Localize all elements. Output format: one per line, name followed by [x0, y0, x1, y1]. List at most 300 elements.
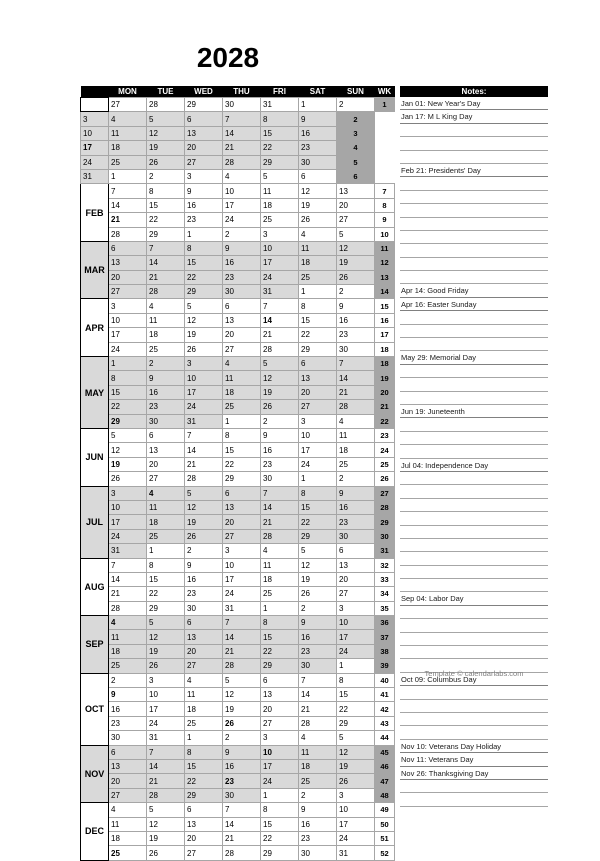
day-cell[interactable]: 17	[261, 256, 299, 270]
note-line[interactable]: Jul 04: Independence Day	[400, 459, 548, 472]
day-cell[interactable]: 17	[185, 385, 223, 399]
day-cell[interactable]: 14	[147, 256, 185, 270]
day-cell[interactable]: 16	[109, 702, 147, 716]
day-cell[interactable]: 19	[299, 572, 337, 586]
day-cell[interactable]: 7	[109, 184, 147, 198]
day-cell[interactable]: 27	[223, 529, 261, 543]
note-line[interactable]	[400, 244, 548, 257]
day-cell[interactable]: 29	[261, 659, 299, 673]
day-cell[interactable]: 20	[223, 515, 261, 529]
day-cell[interactable]: 7	[299, 673, 337, 687]
note-line[interactable]	[400, 338, 548, 351]
note-line[interactable]: Nov 10: Veterans Day Holiday	[400, 740, 548, 753]
day-cell[interactable]: 15	[261, 630, 299, 644]
day-cell[interactable]: 3	[223, 544, 261, 558]
day-cell[interactable]: 22	[147, 587, 185, 601]
day-cell[interactable]: 23	[223, 774, 261, 788]
day-cell[interactable]: 5	[337, 731, 375, 745]
day-cell[interactable]: 25	[147, 529, 185, 543]
day-cell[interactable]: 25	[185, 716, 223, 730]
note-line[interactable]: Nov 11: Veterans Day	[400, 753, 548, 766]
note-line[interactable]	[400, 726, 548, 739]
day-cell[interactable]: 16	[223, 256, 261, 270]
day-cell[interactable]: 28	[109, 227, 147, 241]
day-cell[interactable]: 26	[185, 342, 223, 356]
day-cell[interactable]: 15	[261, 817, 299, 831]
day-cell[interactable]: 21	[147, 774, 185, 788]
day-cell[interactable]: 26	[185, 529, 223, 543]
day-cell[interactable]: 11	[147, 313, 185, 327]
day-cell[interactable]: 12	[337, 745, 375, 759]
day-cell[interactable]: 15	[185, 759, 223, 773]
day-cell[interactable]: 30	[223, 98, 261, 112]
day-cell[interactable]: 9	[109, 688, 147, 702]
day-cell[interactable]: 20	[147, 457, 185, 471]
day-cell[interactable]: 27	[185, 846, 223, 860]
day-cell[interactable]: 5	[147, 803, 185, 817]
day-cell[interactable]: 20	[337, 572, 375, 586]
day-cell[interactable]: 21	[261, 515, 299, 529]
day-cell[interactable]: 7	[337, 357, 375, 371]
day-cell[interactable]: 11	[337, 428, 375, 442]
day-cell[interactable]: 3	[337, 788, 375, 802]
day-cell[interactable]: 14	[109, 198, 147, 212]
note-line[interactable]	[400, 619, 548, 632]
day-cell[interactable]: 28	[109, 601, 147, 615]
day-cell[interactable]: 17	[109, 515, 147, 529]
day-cell[interactable]: 6	[185, 112, 223, 126]
day-cell[interactable]: 20	[185, 831, 223, 845]
day-cell[interactable]: 7	[261, 486, 299, 500]
day-cell[interactable]: 7	[185, 428, 223, 442]
day-cell[interactable]: 19	[223, 702, 261, 716]
day-cell[interactable]: 10	[147, 688, 185, 702]
day-cell[interactable]: 14	[223, 630, 261, 644]
day-cell[interactable]: 5	[185, 486, 223, 500]
note-line[interactable]	[400, 151, 548, 164]
day-cell[interactable]: 22	[337, 702, 375, 716]
day-cell[interactable]: 3	[81, 112, 109, 126]
day-cell[interactable]: 18	[109, 831, 147, 845]
day-cell[interactable]: 11	[109, 126, 147, 140]
day-cell[interactable]: 19	[147, 644, 185, 658]
day-cell[interactable]: 20	[185, 141, 223, 155]
note-line[interactable]	[400, 499, 548, 512]
day-cell[interactable]: 8	[185, 241, 223, 255]
note-line[interactable]	[400, 539, 548, 552]
note-line[interactable]	[400, 512, 548, 525]
day-cell[interactable]: 24	[185, 400, 223, 414]
day-cell[interactable]: 12	[147, 126, 185, 140]
day-cell[interactable]: 8	[147, 184, 185, 198]
day-cell[interactable]: 4	[109, 803, 147, 817]
day-cell[interactable]: 17	[261, 759, 299, 773]
day-cell[interactable]: 13	[337, 184, 375, 198]
day-cell[interactable]: 19	[337, 759, 375, 773]
day-cell[interactable]: 13	[109, 256, 147, 270]
note-line[interactable]	[400, 713, 548, 726]
day-cell[interactable]: 27	[109, 98, 147, 112]
note-line[interactable]	[400, 204, 548, 217]
note-line[interactable]	[400, 780, 548, 793]
day-cell[interactable]: 20	[109, 270, 147, 284]
day-cell[interactable]: 28	[223, 155, 261, 169]
day-cell[interactable]: 12	[337, 241, 375, 255]
day-cell[interactable]: 9	[185, 558, 223, 572]
day-cell[interactable]: 26	[299, 587, 337, 601]
day-cell[interactable]: 25	[223, 400, 261, 414]
day-cell[interactable]: 18	[261, 572, 299, 586]
day-cell[interactable]: 30	[299, 846, 337, 860]
day-cell[interactable]: 10	[223, 184, 261, 198]
day-cell[interactable]: 13	[223, 500, 261, 514]
day-cell[interactable]: 17	[337, 630, 375, 644]
day-cell[interactable]: 14	[109, 572, 147, 586]
day-cell[interactable]: 8	[299, 486, 337, 500]
day-cell[interactable]: 23	[185, 587, 223, 601]
day-cell[interactable]: 29	[261, 846, 299, 860]
day-cell[interactable]: 14	[337, 371, 375, 385]
day-cell[interactable]: 21	[223, 644, 261, 658]
day-cell[interactable]: 6	[147, 428, 185, 442]
day-cell[interactable]: 3	[109, 299, 147, 313]
day-cell[interactable]: 25	[147, 342, 185, 356]
day-cell[interactable]: 6	[299, 169, 337, 183]
day-cell[interactable]: 27	[147, 472, 185, 486]
day-cell[interactable]: 16	[261, 443, 299, 457]
day-cell[interactable]: 23	[261, 457, 299, 471]
day-cell[interactable]: 28	[147, 788, 185, 802]
day-cell[interactable]: 30	[261, 472, 299, 486]
note-line[interactable]	[400, 445, 548, 458]
note-line[interactable]: Apr 14: Good Friday	[400, 284, 548, 297]
day-cell[interactable]: 16	[337, 313, 375, 327]
day-cell[interactable]: 17	[337, 817, 375, 831]
day-cell[interactable]: 25	[299, 774, 337, 788]
day-cell[interactable]: 26	[261, 400, 299, 414]
note-line[interactable]: Feb 21: Presidents' Day	[400, 164, 548, 177]
day-cell[interactable]: 24	[261, 270, 299, 284]
day-cell[interactable]: 9	[261, 428, 299, 442]
day-cell[interactable]: 6	[185, 616, 223, 630]
day-cell[interactable]: 2	[147, 357, 185, 371]
day-cell[interactable]: 23	[185, 213, 223, 227]
day-cell[interactable]: 31	[261, 98, 299, 112]
day-cell[interactable]: 23	[299, 644, 337, 658]
day-cell[interactable]: 14	[147, 759, 185, 773]
day-cell[interactable]: 18	[109, 141, 147, 155]
day-cell[interactable]: 28	[337, 400, 375, 414]
day-cell[interactable]: 6	[261, 673, 299, 687]
day-cell[interactable]: 29	[337, 716, 375, 730]
day-cell[interactable]: 12	[147, 817, 185, 831]
day-cell[interactable]: 23	[337, 328, 375, 342]
note-line[interactable]	[400, 177, 548, 190]
day-cell[interactable]: 15	[261, 126, 299, 140]
day-cell[interactable]: 12	[185, 500, 223, 514]
day-cell[interactable]: 21	[147, 270, 185, 284]
day-cell[interactable]: 6	[109, 241, 147, 255]
note-line[interactable]	[400, 271, 548, 284]
day-cell[interactable]: 9	[299, 803, 337, 817]
day-cell[interactable]: 31	[81, 169, 109, 183]
day-cell[interactable]: 28	[261, 529, 299, 543]
day-cell[interactable]: 10	[109, 313, 147, 327]
day-cell[interactable]: 7	[147, 745, 185, 759]
day-cell[interactable]: 16	[299, 817, 337, 831]
note-line[interactable]	[400, 325, 548, 338]
day-cell[interactable]: 15	[147, 572, 185, 586]
note-line[interactable]	[400, 633, 548, 646]
day-cell[interactable]: 30	[337, 529, 375, 543]
day-cell[interactable]: 21	[185, 457, 223, 471]
day-cell[interactable]: 4	[185, 673, 223, 687]
day-cell[interactable]: 13	[147, 443, 185, 457]
day-cell[interactable]: 9	[299, 112, 337, 126]
day-cell[interactable]: 11	[185, 688, 223, 702]
note-line[interactable]: Sep 04: Labor Day	[400, 592, 548, 605]
note-line[interactable]: Oct 09: Columbus Day	[400, 673, 548, 686]
day-cell[interactable]: 18	[147, 515, 185, 529]
day-cell[interactable]: 13	[185, 126, 223, 140]
day-cell[interactable]: 23	[299, 831, 337, 845]
day-cell[interactable]: 10	[299, 428, 337, 442]
day-cell[interactable]: 23	[109, 716, 147, 730]
day-cell[interactable]: 29	[299, 342, 337, 356]
day-cell[interactable]: 11	[299, 241, 337, 255]
day-cell[interactable]: 8	[261, 616, 299, 630]
day-cell[interactable]: 24	[109, 529, 147, 543]
day-cell[interactable]: 15	[185, 256, 223, 270]
day-cell[interactable]: 2	[223, 731, 261, 745]
day-cell[interactable]: 19	[185, 515, 223, 529]
day-cell[interactable]: 1	[109, 357, 147, 371]
day-cell[interactable]: 24	[261, 774, 299, 788]
day-cell[interactable]: 7	[223, 112, 261, 126]
day-cell[interactable]: 18	[147, 328, 185, 342]
day-cell[interactable]: 28	[299, 716, 337, 730]
day-cell[interactable]: 2	[261, 414, 299, 428]
day-cell[interactable]: 6	[223, 486, 261, 500]
day-cell[interactable]: 27	[223, 342, 261, 356]
day-cell[interactable]: 1	[185, 227, 223, 241]
day-cell[interactable]: 16	[185, 198, 223, 212]
day-cell[interactable]: 24	[109, 342, 147, 356]
day-cell[interactable]: 1	[299, 98, 337, 112]
day-cell[interactable]: 29	[185, 285, 223, 299]
day-cell[interactable]: 6	[337, 544, 375, 558]
day-cell[interactable]: 2	[299, 601, 337, 615]
day-cell[interactable]: 3	[337, 601, 375, 615]
day-cell[interactable]: 8	[185, 745, 223, 759]
day-cell[interactable]: 31	[337, 846, 375, 860]
day-cell[interactable]: 12	[223, 688, 261, 702]
day-cell[interactable]: 26	[337, 774, 375, 788]
day-cell[interactable]: 11	[299, 745, 337, 759]
day-cell[interactable]: 22	[261, 644, 299, 658]
day-cell[interactable]: 27	[185, 155, 223, 169]
day-cell[interactable]: 28	[147, 285, 185, 299]
note-line[interactable]	[400, 218, 548, 231]
day-cell[interactable]: 1	[261, 788, 299, 802]
day-cell[interactable]: 26	[299, 213, 337, 227]
day-cell[interactable]: 16	[147, 385, 185, 399]
day-cell[interactable]: 24	[337, 831, 375, 845]
note-line[interactable]	[400, 472, 548, 485]
day-cell[interactable]: 1	[299, 472, 337, 486]
day-cell[interactable]: 1	[261, 601, 299, 615]
day-cell[interactable]: 31	[109, 544, 147, 558]
day-cell[interactable]: 9	[337, 299, 375, 313]
day-cell[interactable]: 30	[185, 601, 223, 615]
day-cell[interactable]: 22	[223, 457, 261, 471]
day-cell[interactable]: 20	[299, 385, 337, 399]
day-cell[interactable]: 21	[261, 328, 299, 342]
day-cell[interactable]: 18	[223, 385, 261, 399]
day-cell[interactable]: 7	[109, 558, 147, 572]
day-cell[interactable]: 25	[337, 457, 375, 471]
day-cell[interactable]: 10	[109, 500, 147, 514]
day-cell[interactable]: 3	[185, 169, 223, 183]
note-line[interactable]	[400, 552, 548, 565]
day-cell[interactable]: 1	[223, 414, 261, 428]
day-cell[interactable]: 29	[147, 601, 185, 615]
day-cell[interactable]: 15	[337, 688, 375, 702]
day-cell[interactable]: 25	[299, 270, 337, 284]
day-cell[interactable]: 15	[299, 500, 337, 514]
day-cell[interactable]: 18	[337, 443, 375, 457]
day-cell[interactable]: 21	[223, 141, 261, 155]
note-line[interactable]	[400, 686, 548, 699]
day-cell[interactable]: 31	[261, 285, 299, 299]
day-cell[interactable]: 8	[261, 803, 299, 817]
day-cell[interactable]: 13	[337, 558, 375, 572]
day-cell[interactable]: 11	[109, 817, 147, 831]
day-cell[interactable]: 5	[337, 227, 375, 241]
day-cell[interactable]: 23	[147, 400, 185, 414]
day-cell[interactable]: 29	[185, 788, 223, 802]
day-cell[interactable]: 5	[109, 428, 147, 442]
day-cell[interactable]: 3	[299, 414, 337, 428]
day-cell[interactable]: 2	[147, 169, 185, 183]
day-cell[interactable]: 3	[185, 357, 223, 371]
day-cell[interactable]: 18	[109, 644, 147, 658]
day-cell[interactable]: 4	[147, 299, 185, 313]
day-cell[interactable]: 27	[109, 285, 147, 299]
day-cell[interactable]: 31	[185, 414, 223, 428]
day-cell[interactable]: 3	[261, 227, 299, 241]
day-cell[interactable]: 24	[337, 644, 375, 658]
day-cell[interactable]: 17	[223, 198, 261, 212]
note-line[interactable]: Jun 19: Juneteenth	[400, 405, 548, 418]
day-cell[interactable]: 1	[337, 659, 375, 673]
note-line[interactable]: Apr 16: Easter Sunday	[400, 298, 548, 311]
day-cell[interactable]: 29	[261, 155, 299, 169]
day-cell[interactable]: 19	[337, 256, 375, 270]
day-cell[interactable]: 27	[337, 213, 375, 227]
day-cell[interactable]: 3	[147, 673, 185, 687]
day-cell[interactable]: 10	[261, 241, 299, 255]
day-cell[interactable]: 20	[223, 328, 261, 342]
day-cell[interactable]: 14	[299, 688, 337, 702]
day-cell[interactable]: 20	[337, 198, 375, 212]
day-cell[interactable]: 29	[185, 98, 223, 112]
day-cell[interactable]: 27	[299, 400, 337, 414]
day-cell[interactable]: 19	[299, 198, 337, 212]
day-cell[interactable]: 22	[299, 328, 337, 342]
note-line[interactable]: Jan 01: New Year's Day	[400, 97, 548, 110]
day-cell[interactable]: 19	[109, 457, 147, 471]
day-cell[interactable]: 8	[261, 112, 299, 126]
day-cell[interactable]: 16	[223, 759, 261, 773]
day-cell[interactable]: 30	[109, 731, 147, 745]
day-cell[interactable]: 7	[223, 616, 261, 630]
day-cell[interactable]: 6	[223, 299, 261, 313]
day-cell[interactable]: 18	[299, 759, 337, 773]
day-cell[interactable]: 9	[185, 184, 223, 198]
day-cell[interactable]: 2	[337, 98, 375, 112]
day-cell[interactable]: 12	[109, 443, 147, 457]
day-cell[interactable]: 23	[223, 270, 261, 284]
day-cell[interactable]: 18	[261, 198, 299, 212]
day-cell[interactable]: 3	[109, 486, 147, 500]
note-line[interactable]	[400, 579, 548, 592]
day-cell[interactable]: 2	[337, 285, 375, 299]
note-line[interactable]	[400, 432, 548, 445]
day-cell[interactable]: 22	[185, 270, 223, 284]
day-cell[interactable]: 23	[337, 515, 375, 529]
day-cell[interactable]: 4	[109, 112, 147, 126]
day-cell[interactable]: 8	[223, 428, 261, 442]
day-cell[interactable]: 22	[185, 774, 223, 788]
day-cell[interactable]: 29	[147, 227, 185, 241]
day-cell[interactable]: 24	[223, 213, 261, 227]
day-cell[interactable]: 16	[185, 572, 223, 586]
day-cell[interactable]: 28	[223, 846, 261, 860]
day-cell[interactable]: 9	[147, 371, 185, 385]
day-cell[interactable]: 15	[223, 443, 261, 457]
day-cell[interactable]: 17	[223, 572, 261, 586]
day-cell[interactable]: 15	[147, 198, 185, 212]
day-cell[interactable]: 4	[299, 227, 337, 241]
day-cell[interactable]: 20	[185, 644, 223, 658]
note-line[interactable]	[400, 365, 548, 378]
day-cell[interactable]: 26	[223, 716, 261, 730]
note-line[interactable]	[400, 526, 548, 539]
day-cell[interactable]: 1	[147, 544, 185, 558]
day-cell[interactable]: 2	[185, 544, 223, 558]
day-cell[interactable]: 5	[147, 112, 185, 126]
note-line[interactable]: May 29: Memorial Day	[400, 351, 548, 364]
day-cell[interactable]: 19	[147, 831, 185, 845]
day-cell[interactable]: 11	[261, 184, 299, 198]
day-cell[interactable]: 14	[261, 313, 299, 327]
day-cell[interactable]: 10	[261, 745, 299, 759]
day-cell[interactable]: 26	[147, 659, 185, 673]
day-cell[interactable]: 24	[81, 155, 109, 169]
day-cell[interactable]: 12	[185, 313, 223, 327]
day-cell[interactable]: 7	[147, 241, 185, 255]
day-cell[interactable]: 22	[261, 141, 299, 155]
day-cell[interactable]: 12	[147, 630, 185, 644]
day-cell[interactable]: 13	[223, 313, 261, 327]
day-cell[interactable]: 10	[81, 126, 109, 140]
day-cell[interactable]: 10	[185, 371, 223, 385]
day-cell[interactable]: 26	[109, 472, 147, 486]
day-cell[interactable]: 27	[337, 587, 375, 601]
day-cell[interactable]: 10	[337, 803, 375, 817]
day-cell[interactable]: 12	[261, 371, 299, 385]
